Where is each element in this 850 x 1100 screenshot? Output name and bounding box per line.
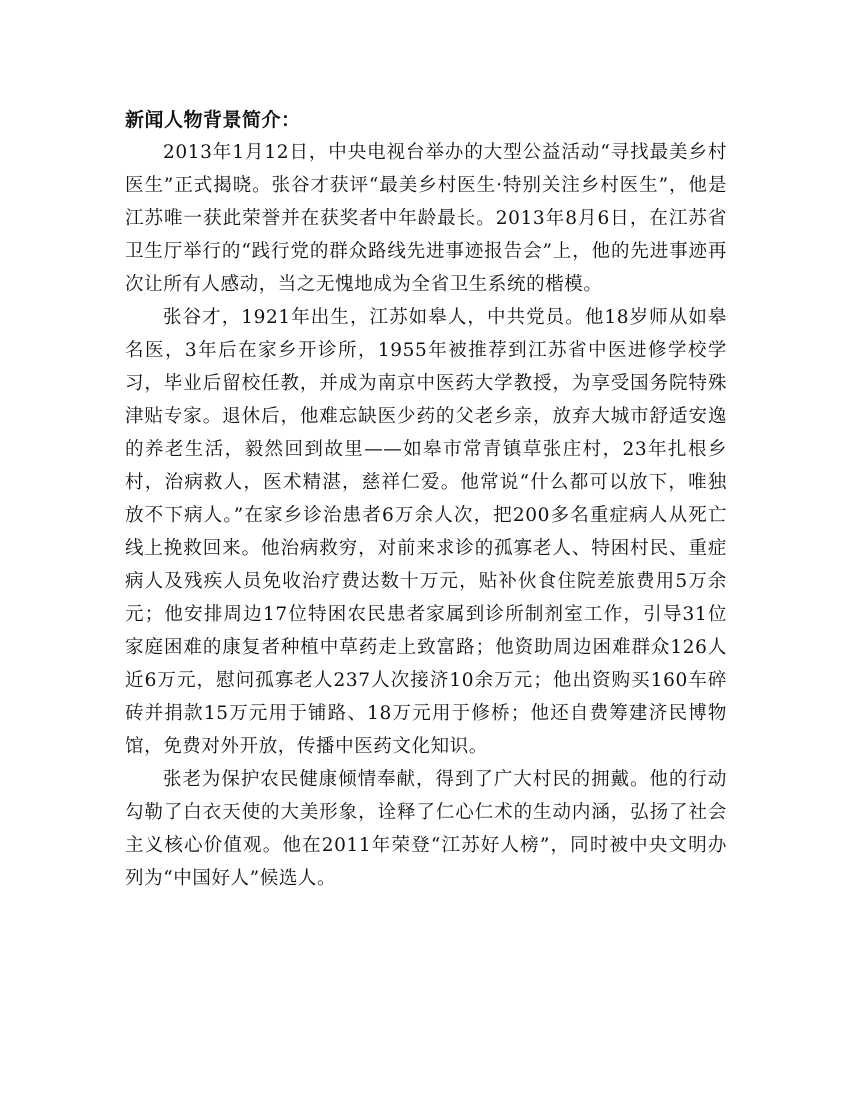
paragraph-biography: 张谷才，1921年出生，江苏如皋人，中共党员。他18岁师从如皋名医，3年后在家乡开诊所，1955年被推荐到江苏省中医进修学校学习，毕业后留校任教，并成为南京中医药大学教授，为享受国务院特殊津贴专家。退休后，他难忘缺医少药的父老乡亲，放弃大城市舒适安逸的养老生活，毅然回到故里——如皋市常青镇草张庄村，23年扎根乡村，治病救人，医术精湛，慈祥仁爱。他常说“什么都可以放下，唯独放不下病人。”在家乡诊治患者6万余人次，把200多名重症病人从死亡线上挽救回来。他治病救穷，对前来求诊的孤寡老人、特困村民、重症病人及残疾人员免收治疗费达数十万元，贴补伙食住院差旅费用5万余元；他安排周边17位特困农民患者家属到诊所制剂室工作，引导31位家庭困难的康复者种植中草药走上致富路；他资助周边困难群众126人近6万元，慰问孤寡老人237人次接济10余万元；他出资购买160车碎砖并捐款15万元用于铺路、18万元用于修桥；他还自费筹建济民博物馆，免费对外开放，传播中医药文化知识。: [125, 307, 727, 757]
paragraph-honors: 张老为保护农民健康倾情奉献，得到了广大村民的拥戴。他的行动勾勒了白衣天使的大美形象，诠释了仁心仁术的生动内涵，弘扬了社会主义核心价值观。他在2011年荣登“江苏好人榜”，同时被中央文明办列为“中国好人”候选人。: [125, 769, 727, 889]
section-heading: 新闻人物背景简介：: [125, 109, 301, 131]
paragraph-award: 2013年1月12日，中央电视台举办的大型公益活动“寻找最美乡村医生”正式揭晓。张谷才获评“最美乡村医生·特别关注乡村医生”，他是江苏唯一获此荣誉并在获奖者中年龄最长。2013年8月6日，在江苏省卫生厅举行的“践行党的群众路线先进事迹报告会”上，他的先进事迹再次让所有人感动，当之无愧地成为全省卫生系统的楷模。: [125, 142, 727, 295]
document-page: [125, 106, 727, 895]
